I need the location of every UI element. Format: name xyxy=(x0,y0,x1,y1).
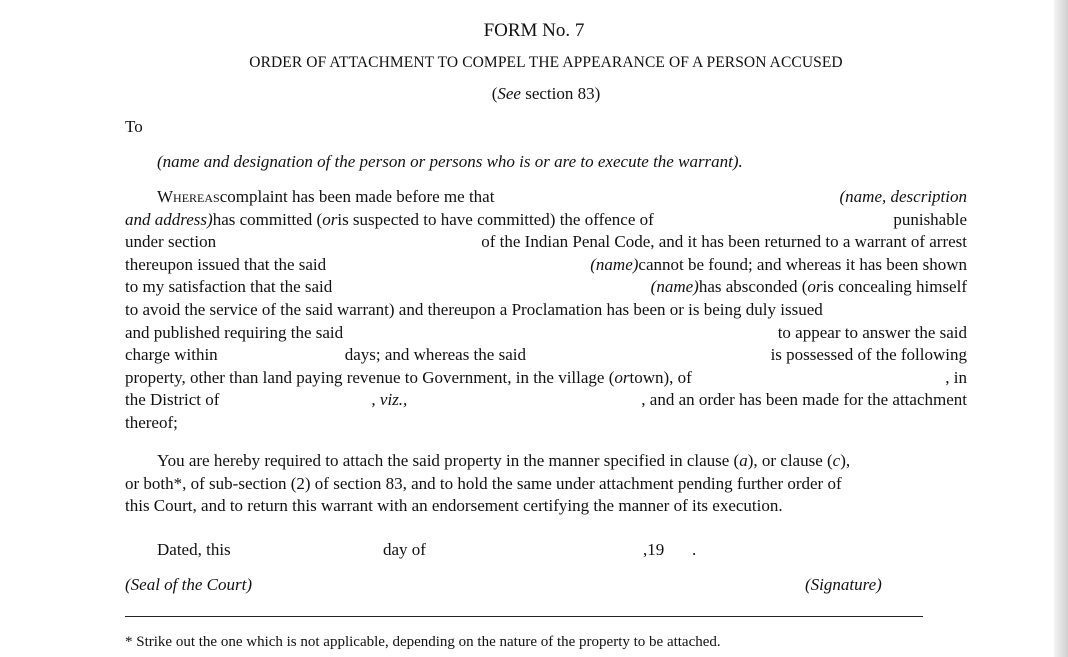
signature-label: (Signature) xyxy=(805,575,882,594)
footnote: * Strike out the one which is not applicable, depending on the nature of the property to be attached. xyxy=(125,634,721,650)
para1-line-9: property, other than land paying revenue to Government, in the village (ortown), of , in xyxy=(125,367,967,387)
year-label: ,19 xyxy=(643,540,665,559)
section-reference: (See section 83) xyxy=(491,84,601,103)
to-label: To xyxy=(125,117,143,136)
para2-line-1: You are hereby required to attach the said property in the manner specified in clause (a), or clause (c), xyxy=(157,451,851,470)
seal-of-court-label: (Seal of the Court) xyxy=(125,575,253,594)
day-of-label: day of xyxy=(383,540,426,559)
para2-line-2: or both*, of sub-section (2) of section 83, and to hold the same under attachment pending further order of xyxy=(125,473,842,493)
para1-line-7: and published requiring the said to appear to answer the said xyxy=(125,322,967,342)
addressee-placeholder: (name and designation of the person or persons who is or are to execute the warrant). xyxy=(157,152,743,171)
para2-line-3: this Court, and to return this warrant with an endorsement certifying the manner of its execution. xyxy=(125,496,783,516)
para1-line-10: the District of , viz., , and an order has been made for the attachment xyxy=(125,390,967,410)
order-paragraph xyxy=(125,450,967,518)
para1-line-5: to my satisfaction that the said (name)has absconded (oris concealing himself xyxy=(125,277,967,297)
para1-line-11: thereof; xyxy=(125,412,178,432)
whereas-paragraph xyxy=(125,186,967,435)
para1-line-2: and address)has committed (oris suspected to have committed) the offence of punishable xyxy=(125,209,967,229)
para1-line-1: Whereascomplaint has been made before me that (name, description xyxy=(157,187,967,206)
form-subtitle: ORDER OF ATTACHMENT TO COMPEL THE APPEARANCE OF A PERSON ACCUSED xyxy=(249,54,843,71)
para1-line-3: under section of the Indian Penal Code, and it has been returned to a warrant of arrest xyxy=(125,232,967,252)
para1-line-4: thereupon issued that the said (name)cannot be found; and whereas it has been shown xyxy=(125,254,967,274)
para1-line-6: to avoid the service of the said warrant) and thereupon a Proclamation has been or is being duly issued xyxy=(125,299,823,319)
footnote-divider xyxy=(125,616,923,617)
form-title: FORM No. 7 xyxy=(483,20,585,41)
dated-period: . xyxy=(692,540,697,559)
dated-label: Dated, this xyxy=(157,540,231,559)
para1-line-8: charge within days; and whereas the said is possessed of the following xyxy=(125,345,967,365)
